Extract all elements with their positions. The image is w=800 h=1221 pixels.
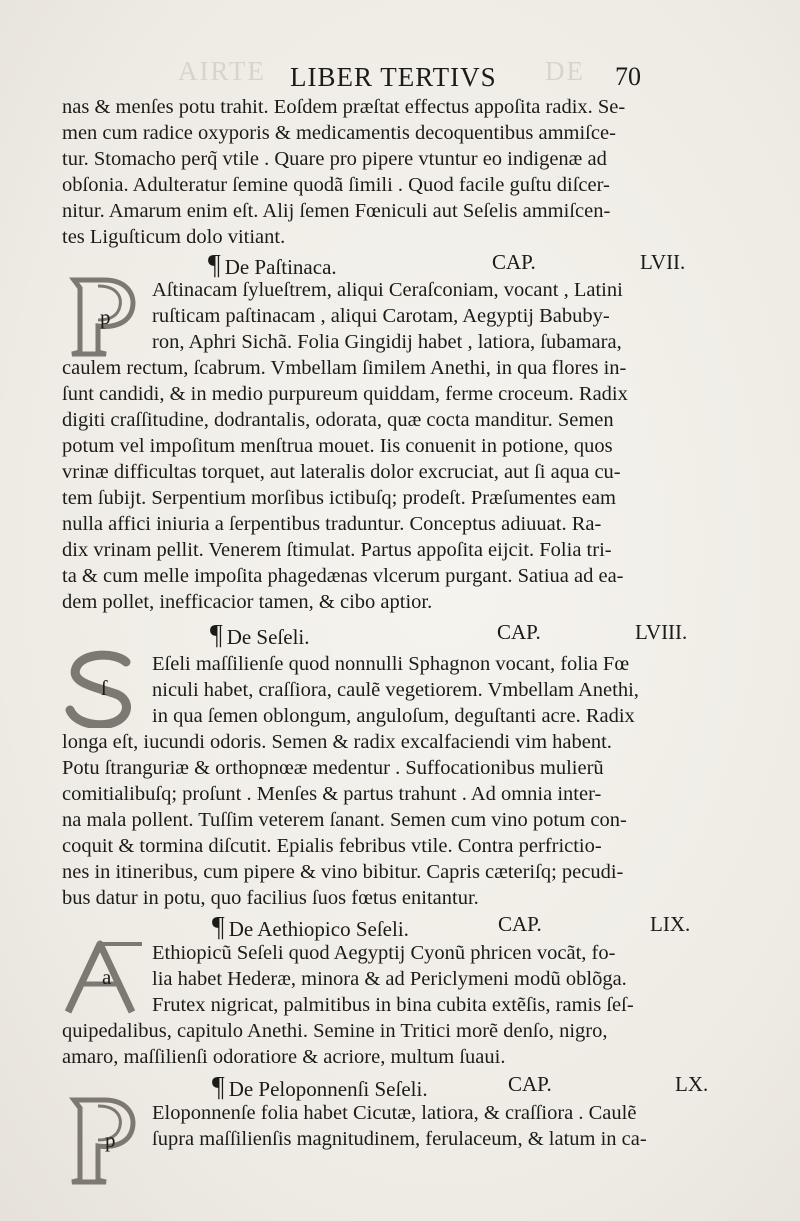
text-line: ſunt candidi, & in medio purpureum quiddam, ferme croceum. Radix: [62, 383, 628, 405]
cap-label: CAP.: [508, 1072, 552, 1096]
section-title: De Aethiopico Seſeli.: [228, 917, 409, 941]
cap-number: LIX.: [650, 912, 691, 936]
text-line: nulla affici iniuria a ſerpentibus traduntur. Conceptus adiuuat. Ra-: [62, 513, 602, 535]
text-line: vrinæ difficultas torquet, aut lateralis dolor excruciat, aut ſi aqua cu-: [62, 461, 621, 483]
paragraph-mark-icon: ¶: [210, 620, 223, 651]
cap-label: CAP.: [498, 912, 542, 936]
text-line: potum vel impoſitum menſtrua mouet. Iis conuenit in potione, quos: [62, 435, 613, 457]
cap-label: CAP.: [492, 250, 536, 274]
text-line: tem ſubijt. Serpentium morſibus ictibuſq; prodeſt. Præſumentes eam: [62, 487, 617, 509]
text-line: dix vrinam pellit. Venerem ſtimulat. Partus appoſita eijcit. Folia tri-: [62, 539, 612, 561]
intro-line: men cum radice oxyporis & medicamentis decoquentibus ammiſce-: [62, 122, 616, 144]
show-through-text-right: DE: [545, 56, 585, 86]
text-line: niculi habet, craſſiora, caulẽ vegetiorem. Vmbellam Anethi,: [152, 679, 639, 701]
cap-number: LX.: [675, 1072, 709, 1096]
text-line: digiti craſſitudine, dodrantalis, odorata, quæ cocta manditur. Semen: [62, 409, 614, 431]
cap-number: LVII.: [640, 250, 686, 274]
text-line: Ethiopicũ Seſeli quod Aegyptij Cyonũ phricen vocãt, fo-: [152, 942, 616, 964]
intro-line: nitur. Amarum enim eſt. Alij ſemen Fœniculi aut Seſelis ammiſcen-: [62, 200, 611, 222]
text-line: quipedalibus, capitulo Anethi. Semine in Tritici morẽ denſo, nigro,: [62, 1020, 608, 1042]
cap-number: LVIII.: [635, 620, 688, 644]
section-title: De Paſtinaca.: [224, 255, 337, 279]
text-line: coquit & tormina diſcutit. Epialis febribus vtile. Contra perfrictio-: [62, 835, 602, 857]
text-line: ron, Aphri Sichã. Folia Gingidij habet , latiora, ſubamara,: [152, 331, 622, 353]
intro-line: obſonia. Adulteratur ſemine quodã ſimili . Quod facile guſtu diſcer-: [62, 174, 610, 196]
guide-letter: p: [100, 305, 111, 329]
guide-letter: a: [102, 965, 112, 989]
show-through-text-left: AIRTE: [178, 56, 266, 86]
intro-line: tur. Stomacho perq̃ vtile . Quare pro pipere vtuntur eo indigenæ ad: [62, 148, 607, 170]
text-line: Eſeli maſſilienſe quod nonnulli Sphagnon vocant, folia Fœ: [152, 653, 630, 675]
paragraph-mark-icon: ¶: [212, 912, 225, 943]
paragraph-mark-icon: ¶: [212, 1072, 225, 1103]
text-line: Eloponnenſe folia habet Cicutæ, latiora, & craſſiora . Caulẽ: [152, 1102, 637, 1124]
text-line: lia habet Hederæ, minora & ad Periclymeni modũ oblõga.: [152, 968, 627, 990]
cap-label: CAP.: [497, 620, 541, 644]
text-line: na mala pollent. Tuſſim veterem ſanant. Semen cum vino potum con-: [62, 809, 627, 831]
section-title: De Seſeli.: [226, 625, 310, 649]
intro-line: tes Liguſticum dolo vitiant.: [62, 226, 286, 248]
text-line: caulem rectum, ſcabrum. Vmbellam ſimilem Anethi, in qua flores in-: [62, 357, 627, 379]
text-line: bus datur in potu, quo facilius ſuos fœtus enitantur.: [62, 887, 479, 909]
paragraph-mark-icon: ¶: [208, 250, 221, 281]
text-line: ruſticam paſtinacam , aliqui Carotam, Aegyptij Babuby-: [152, 305, 610, 327]
running-title: LIBER TERTIVS: [290, 62, 497, 92]
text-line: Aſtinacam ſylueſtrem, aliqui Ceraſconiam, vocant , Latini: [152, 279, 623, 301]
text-line: ſupra maſſilienſis magnitudinem, ferulaceum, & latum in ca-: [152, 1128, 647, 1150]
text-line: in qua ſemen oblongum, anguloſum, deguſtanti acre. Radix: [152, 705, 635, 727]
text-line: nes in itineribus, cum pipere & vino bibitur. Capris cæteriſq; pecudi-: [62, 861, 624, 883]
text-line: comitialibuſq; proſunt . Menſes & partus trahunt . Ad omnia inter-: [62, 783, 602, 805]
intro-line: nas & menſes potu trahit. Eoſdem præſtat effectus appoſita radix. Se-: [62, 96, 626, 118]
guide-letter: p: [105, 1128, 116, 1152]
section-title: De Peloponnenſi Seſeli.: [228, 1077, 428, 1101]
folio-number: 70: [615, 62, 641, 91]
text-line: amaro, maſſilienſi odoratiore & acriore, multum ſuaui.: [62, 1046, 506, 1068]
section-heading: [210, 620, 310, 652]
decorative-initial-p: [62, 1094, 142, 1186]
text-line: ta & cum melle impoſita phagedænas vlcerum purgant. Satiua ad ea-: [62, 565, 624, 587]
text-line: Frutex nigricat, palmitibus in bina cubita extẽſis, ramis ſeſ-: [152, 994, 634, 1016]
text-line: Potu ſtranguriæ & orthopnœæ medentur . Suffocationibus mulierũ: [62, 757, 604, 779]
text-line: longa eſt, iucundi odoris. Semen & radix excalfaciendi vim habent.: [62, 731, 612, 753]
guide-letter: ſ: [101, 676, 107, 700]
text-line: dem pollet, inefficacior tamen, & cibo aptior.: [62, 591, 433, 613]
